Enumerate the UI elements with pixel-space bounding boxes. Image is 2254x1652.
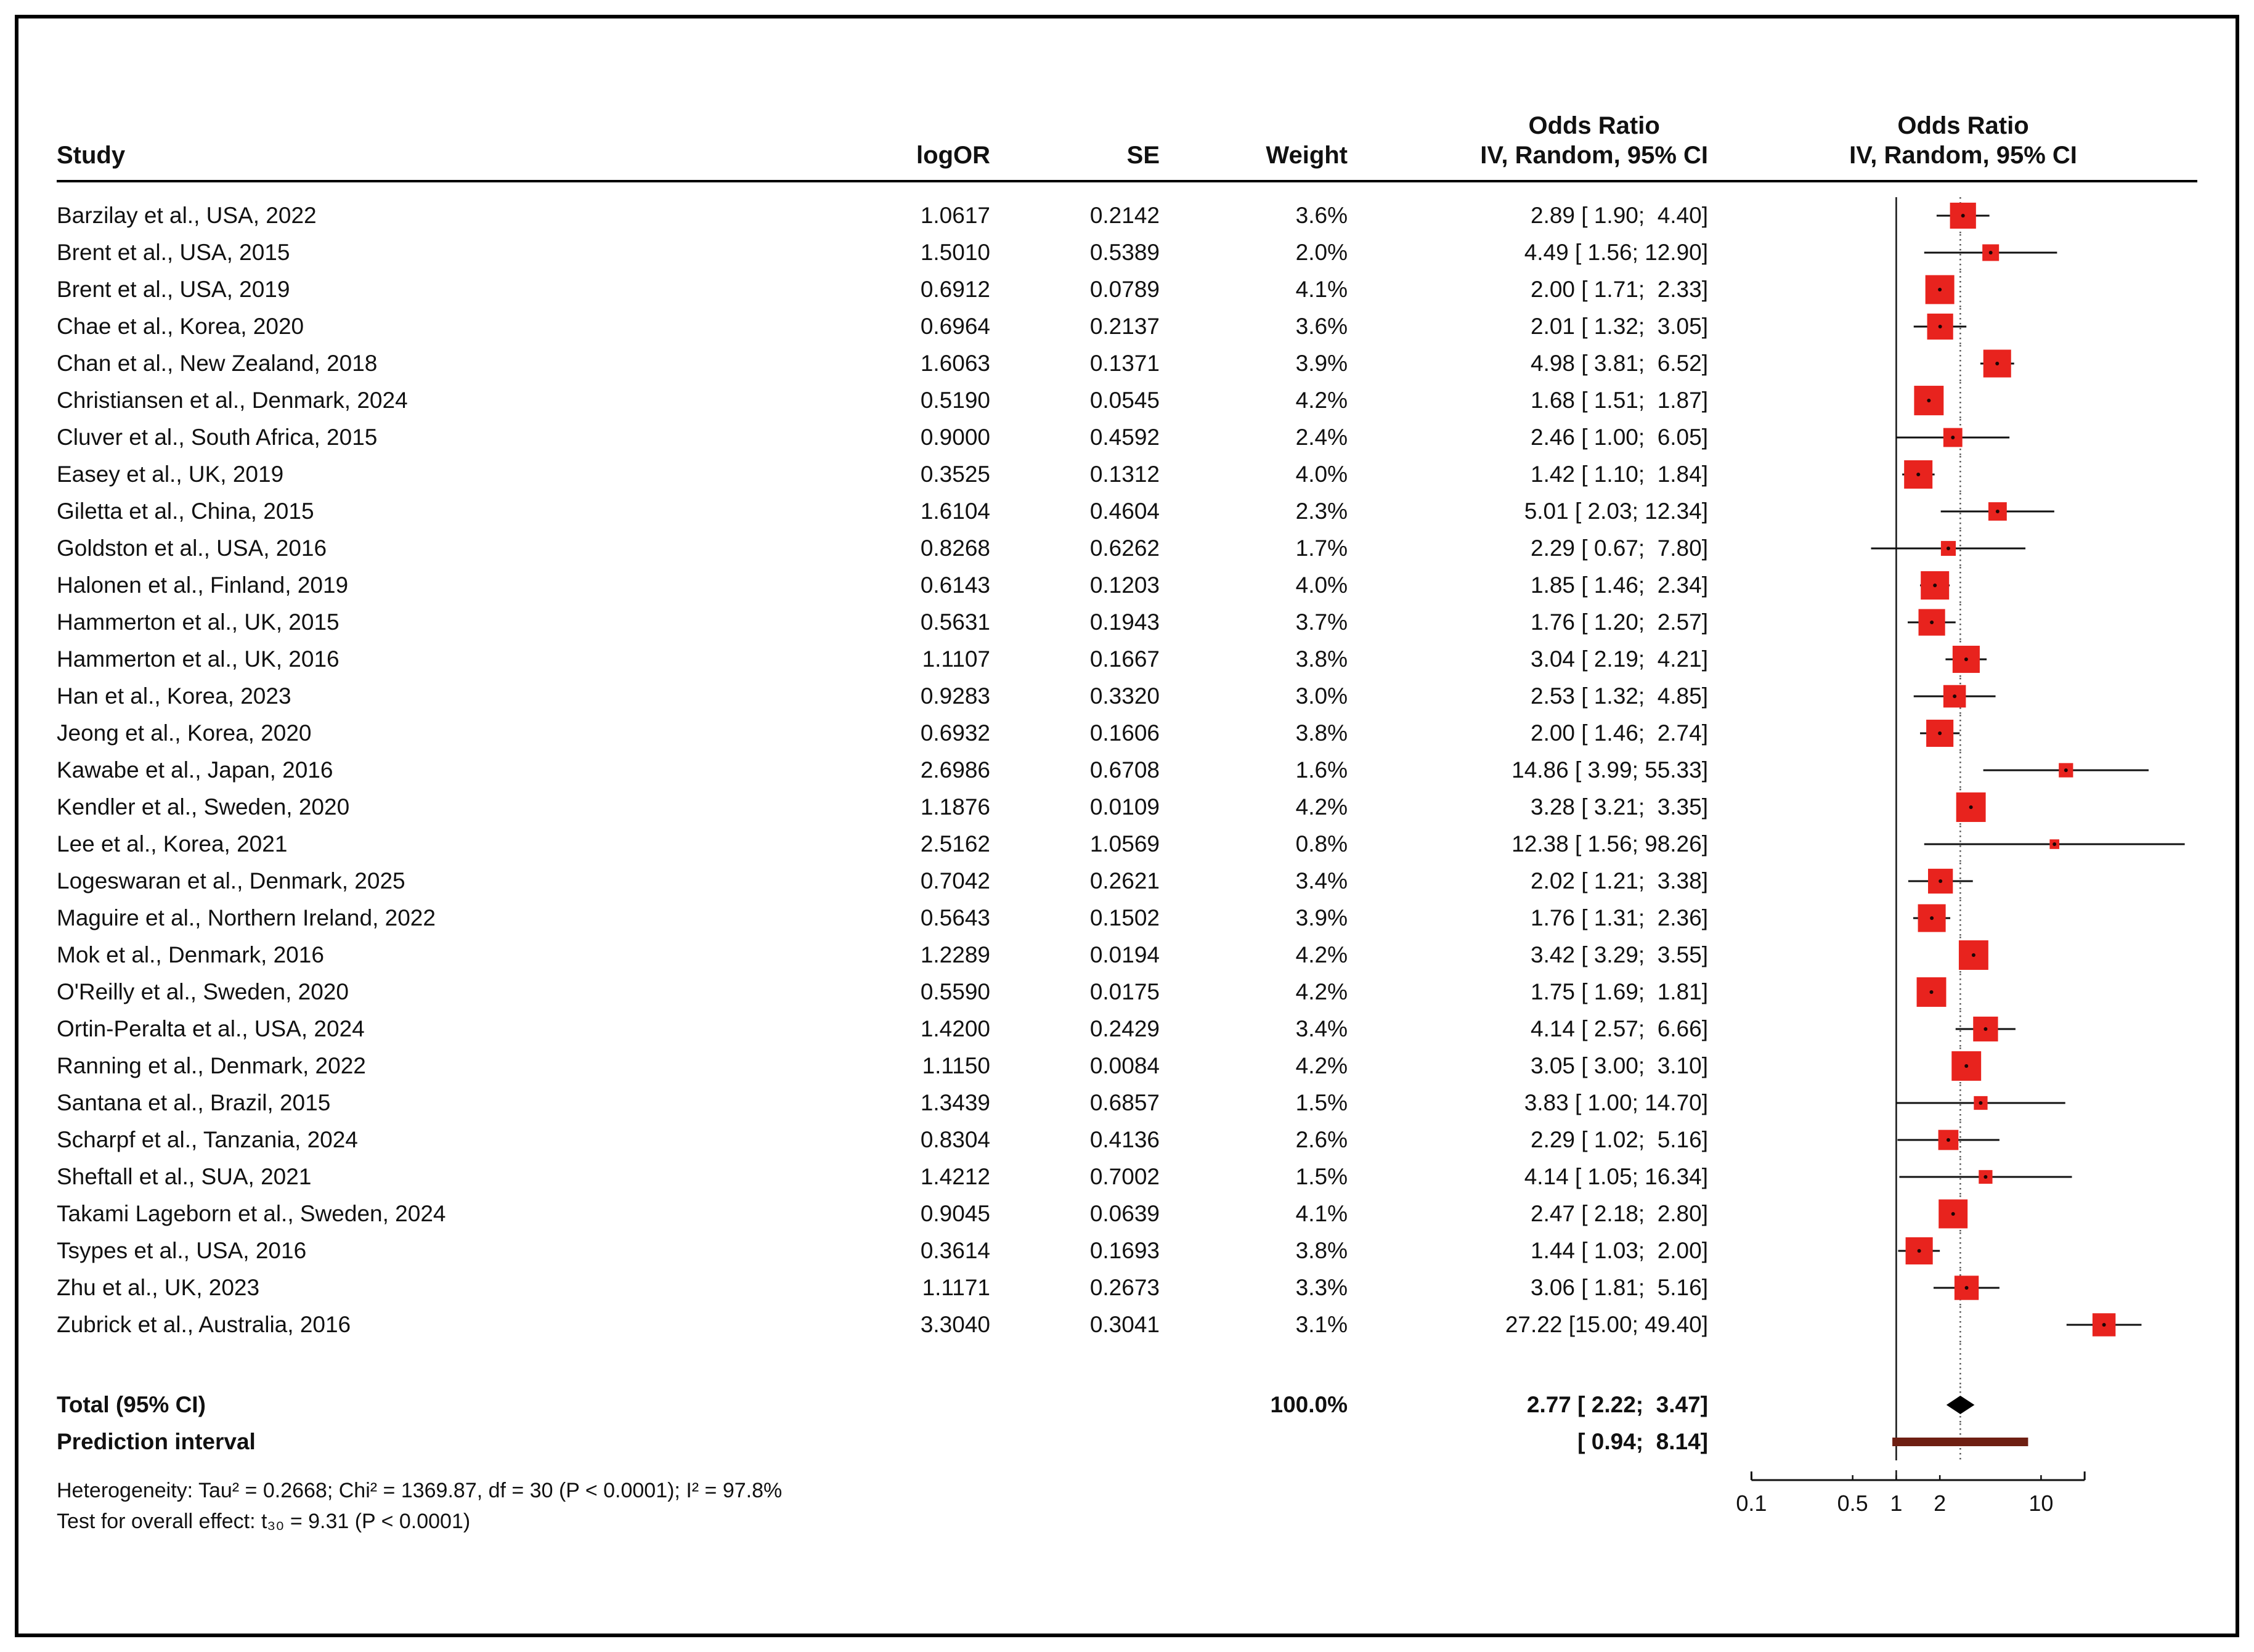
study-label: Sheftall et al., SUA, 2021 [57,1164,312,1189]
or-ci-value: 3.05 [ 3.00; 3.10] [1531,1053,1708,1078]
study-row [57,715,2197,752]
or-ci-value: 5.01 [ 2.03; 12.34] [1524,498,1708,524]
study-label: Logeswaran et al., Denmark, 2025 [57,868,405,893]
study-row [57,271,2197,308]
or-ci-value: 2.29 [ 0.67; 7.80] [1531,535,1708,561]
or-ci-value: 12.38 [ 1.56; 98.26] [1511,831,1708,857]
forest-plot-cell [1708,530,2197,567]
se-value: 0.5389 [1089,240,1160,265]
or-ci-value: 3.04 [ 2.19; 4.21] [1531,646,1708,672]
forest-plot-cell [1708,752,2197,789]
study-row [57,234,2197,271]
or-ci-value: 2.47 [ 2.18; 2.80] [1531,1201,1708,1226]
study-row [57,419,2197,456]
forest-plot-cell [1708,604,2197,641]
total-label: Total (95% CI) [57,1392,206,1417]
or-plot-header-line2: IV, Random, 95% CI [1849,142,2077,169]
prediction-row [57,1423,2197,1460]
table-header [57,111,2197,170]
logor-value: 0.3614 [920,1238,990,1263]
study-row [57,789,2197,826]
forest-plot-cell [1708,493,2197,530]
se-value: 0.6708 [1089,757,1160,783]
se-value: 0.2621 [1089,868,1160,893]
weight-value: 4.1% [1295,1201,1348,1226]
study-row [57,382,2197,419]
se-value: 0.0109 [1089,794,1160,820]
logor-value: 1.5010 [920,240,990,265]
svg-text:0.5: 0.5 [1837,1491,1868,1516]
col-header-logor: logOR [916,142,990,169]
forest-plot-cell [1708,1158,2197,1195]
study-label: Han et al., Korea, 2023 [57,683,291,709]
study-row [57,604,2197,641]
forest-plot-cell [1708,1269,2197,1306]
logor-value: 1.1150 [922,1053,990,1078]
weight-value: 4.2% [1295,1053,1348,1078]
study-row [57,1306,2197,1343]
study-label: Tsypes et al., USA, 2016 [57,1238,307,1263]
logor-value: 1.3439 [920,1090,990,1115]
study-label: Easey et al., UK, 2019 [57,462,284,487]
or-ci-value: 1.76 [ 1.31; 2.36] [1531,905,1708,930]
study-row [57,826,2197,863]
svg-text:10: 10 [2028,1491,2054,1516]
svg-text:2: 2 [1934,1491,1947,1516]
study-label: Chae et al., Korea, 2020 [57,314,304,339]
or-ci-value: 2.02 [ 1.21; 3.38] [1531,868,1708,893]
study-row [57,1048,2197,1084]
forest-plot-cell [1708,456,2197,493]
logor-value: 0.6143 [920,572,990,598]
weight-value: 3.8% [1295,720,1348,746]
forest-plot-cell [1708,789,2197,826]
study-label: Hammerton et al., UK, 2015 [57,609,340,635]
study-row [57,641,2197,678]
weight-value: 4.2% [1295,979,1348,1004]
logor-value: 1.0617 [920,203,990,228]
logor-value: 0.9283 [920,683,990,709]
logor-value: 3.3040 [920,1312,990,1337]
weight-value: 2.0% [1295,240,1348,265]
weight-value: 1.6% [1295,757,1348,783]
study-label: Brent et al., USA, 2015 [57,240,290,265]
study-row [57,567,2197,604]
or-ci-value: 3.42 [ 3.29; 3.55] [1531,942,1708,967]
logor-value: 1.4212 [920,1164,990,1189]
se-value: 0.6857 [1089,1090,1160,1115]
or-ci-value: 27.22 [15.00; 49.40] [1505,1312,1708,1337]
forest-plot-cell [1708,974,2197,1011]
logor-value: 0.6912 [920,277,990,302]
study-label: Christiansen et al., Denmark, 2024 [57,388,408,413]
prediction-plot-cell [1708,1423,2197,1460]
study-label: Barzilay et al., USA, 2022 [57,203,317,228]
logor-value: 0.9000 [920,425,990,450]
footer-stats [57,1470,1708,1550]
se-value: 0.1371 [1089,351,1160,376]
forest-plot-cell [1708,567,2197,604]
svg-text:1: 1 [1890,1491,1903,1516]
prediction-label: Prediction interval [57,1429,256,1454]
weight-value: 3.7% [1295,609,1348,635]
study-row [57,1011,2197,1048]
study-row [57,345,2197,382]
forest-plot-cell [1708,234,2197,271]
study-row [57,530,2197,567]
weight-value: 1.5% [1295,1164,1348,1189]
study-row [57,900,2197,937]
se-value: 0.3320 [1089,683,1160,709]
logor-value: 1.1171 [922,1275,990,1300]
se-value: 0.1502 [1089,905,1160,930]
study-row [57,974,2197,1011]
study-label: Jeong et al., Korea, 2020 [57,720,312,746]
study-label: Kendler et al., Sweden, 2020 [57,794,350,820]
logor-value: 1.4200 [920,1016,990,1041]
study-label: Chan et al., New Zealand, 2018 [57,351,378,376]
logor-value: 1.6063 [920,351,990,376]
weight-value: 4.1% [1295,277,1348,302]
or-ci-value: 1.42 [ 1.10; 1.84] [1531,462,1708,487]
logor-value: 0.7042 [920,868,990,893]
forest-plot-cell [1708,382,2197,419]
se-value: 0.1943 [1089,609,1160,635]
weight-value: 3.3% [1295,1275,1348,1300]
col-header-or-text [1348,111,1708,170]
or-ci-value: 3.83 [ 1.00; 14.70] [1524,1090,1708,1115]
weight-value: 3.8% [1295,646,1348,672]
se-value: 0.2429 [1089,1016,1160,1041]
study-row [57,937,2197,974]
study-row [57,678,2197,715]
or-ci-value: 2.53 [ 1.32; 4.85] [1531,683,1708,709]
or-ci-value: 2.01 [ 1.32; 3.05] [1531,314,1708,339]
study-label: Zubrick et al., Australia, 2016 [57,1312,351,1337]
study-label: Cluver et al., South Africa, 2015 [57,425,378,450]
study-row [57,197,2197,234]
forest-plot-cell [1708,197,2197,234]
logor-value: 1.6104 [920,498,990,524]
se-value: 0.4136 [1089,1127,1160,1152]
forest-plot-cell [1708,345,2197,382]
or-ci-value: 4.49 [ 1.56; 12.90] [1524,240,1708,265]
col-header-se: SE [1126,142,1160,169]
weight-value: 4.2% [1295,794,1348,820]
weight-value: 4.0% [1295,462,1348,487]
weight-value: 3.9% [1295,905,1348,930]
forest-plot-cell [1708,1011,2197,1048]
se-value: 0.0789 [1089,277,1160,302]
se-value: 0.1203 [1089,572,1160,598]
or-ci-value: 3.28 [ 3.21; 3.35] [1531,794,1708,820]
forest-plot-frame [15,15,2239,1637]
or-ci-value: 1.85 [ 1.46; 2.34] [1531,572,1708,598]
study-label: Lee et al., Korea, 2021 [57,831,288,857]
study-rows [57,197,2197,1343]
study-label: Giletta et al., China, 2015 [57,498,314,524]
or-ci-value: 1.68 [ 1.51; 1.87] [1531,388,1708,413]
weight-value: 1.5% [1295,1090,1348,1115]
logor-value: 0.5631 [920,609,990,635]
forest-plot-cell [1708,715,2197,752]
logor-value: 2.6986 [920,757,990,783]
or-ci-value: 4.98 [ 3.81; 6.52] [1531,351,1708,376]
forest-plot-cell [1708,863,2197,900]
study-label: Takami Lageborn et al., Sweden, 2024 [57,1201,446,1226]
se-value: 0.0084 [1089,1053,1160,1078]
or-ci-value: 2.29 [ 1.02; 5.16] [1531,1127,1708,1152]
study-label: Goldston et al., USA, 2016 [57,535,327,561]
forest-plot-cell [1708,1121,2197,1158]
or-ci-value: 3.06 [ 1.81; 5.16] [1531,1275,1708,1300]
weight-value: 3.9% [1295,351,1348,376]
se-value: 0.2137 [1089,314,1160,339]
col-header-study: Study [57,142,126,169]
logor-value: 0.5643 [920,905,990,930]
se-value: 0.0545 [1089,388,1160,413]
or-plot-header-line1: Odds Ratio [1897,112,2029,139]
study-row [57,1158,2197,1195]
study-label: Kawabe et al., Japan, 2016 [57,757,333,783]
prediction-or-ci: [ 0.94; 8.14] [1577,1429,1708,1454]
logor-value: 0.5190 [920,388,990,413]
or-ci-value: 2.89 [ 1.90; 4.40] [1531,203,1708,228]
or-ci-value: 14.86 [ 3.99; 55.33] [1511,757,1708,783]
total-or-ci: 2.77 [ 2.22; 3.47] [1526,1392,1708,1417]
svg-text:0.1: 0.1 [1736,1491,1767,1516]
col-header-weight: Weight [1266,142,1348,169]
logor-value: 0.3525 [920,462,990,487]
study-label: Halonen et al., Finland, 2019 [57,572,349,598]
weight-value: 3.1% [1295,1312,1348,1337]
or-ci-value: 1.76 [ 1.20; 2.57] [1531,609,1708,635]
study-label: Scharpf et al., Tanzania, 2024 [57,1127,358,1152]
or-ci-value: 4.14 [ 1.05; 16.34] [1524,1164,1708,1189]
logor-value: 2.5162 [920,831,990,857]
logor-value: 1.1107 [922,646,990,672]
weight-value: 2.3% [1295,498,1348,524]
overall-effect-text: Test for overall effect: t₃₀ = 9.31 (P < 0.0001) [57,1510,471,1533]
study-row [57,493,2197,530]
se-value: 0.4592 [1089,425,1160,450]
study-label: Maguire et al., Northern Ireland, 2022 [57,905,436,930]
forest-plot-cell [1708,641,2197,678]
se-value: 0.1693 [1089,1238,1160,1263]
study-row [57,308,2197,345]
study-row [57,752,2197,789]
study-row [57,456,2197,493]
se-value: 0.1312 [1089,462,1160,487]
study-row [57,1232,2197,1269]
study-label: Brent et al., USA, 2019 [57,277,290,302]
forest-plot-cell [1708,678,2197,715]
or-ci-value: 2.00 [ 1.71; 2.33] [1531,277,1708,302]
se-value: 0.2142 [1089,203,1160,228]
forest-plot-cell [1708,1306,2197,1343]
logor-value: 1.2289 [920,942,990,967]
study-label: Mok et al., Denmark, 2016 [57,942,324,967]
forest-plot-cell [1708,826,2197,863]
study-label: O'Reilly et al., Sweden, 2020 [57,979,349,1004]
forest-plot-cell [1708,1084,2197,1121]
forest-plot-cell [1708,1195,2197,1232]
weight-value: 4.0% [1295,572,1348,598]
study-row [57,863,2197,900]
study-row [57,1195,2197,1232]
weight-value: 3.8% [1295,1238,1348,1263]
logor-value: 0.6964 [920,314,990,339]
logor-value: 0.8268 [920,535,990,561]
or-ci-value: 2.46 [ 1.00; 6.05] [1531,425,1708,450]
se-value: 0.2673 [1089,1275,1160,1300]
forest-plot-cell [1708,308,2197,345]
weight-value: 0.8% [1295,831,1348,857]
se-value: 0.0194 [1089,942,1160,967]
weight-value: 3.4% [1295,868,1348,893]
study-label: Santana et al., Brazil, 2015 [57,1090,331,1115]
col-header-or-plot [1708,111,2197,170]
header-divider [57,180,2197,182]
total-plot-cell [1708,1386,2197,1423]
study-row [57,1084,2197,1121]
forest-plot-content [18,18,2236,1550]
se-value: 0.3041 [1089,1312,1160,1337]
weight-value: 2.6% [1295,1127,1348,1152]
heterogeneity-text: Heterogeneity: Tau² = 0.2668; Chi² = 1369.87, df = 30 (P < 0.0001); I² = 97.8% [57,1479,783,1502]
se-value: 0.1606 [1089,720,1160,746]
study-label: Zhu et al., UK, 2023 [57,1275,260,1300]
forest-plot-cell [1708,419,2197,456]
se-value: 0.0639 [1089,1201,1160,1226]
se-value: 0.0175 [1089,979,1160,1004]
logor-value: 0.9045 [920,1201,990,1226]
weight-value: 3.6% [1295,203,1348,228]
weight-value: 3.0% [1295,683,1348,709]
weight-value: 4.2% [1295,942,1348,967]
se-value: 0.7002 [1089,1164,1160,1189]
or-ci-value: 4.14 [ 2.57; 6.66] [1531,1016,1708,1041]
plot-spacer-cell [1708,1343,2197,1386]
se-value: 0.1667 [1089,646,1160,672]
study-row [57,1121,2197,1158]
se-value: 0.4604 [1089,498,1160,524]
weight-value: 1.7% [1295,535,1348,561]
se-value: 1.0569 [1089,831,1160,857]
total-weight: 100.0% [1270,1392,1348,1417]
forest-plot-cell [1708,1048,2197,1084]
forest-plot-cell [1708,900,2197,937]
logor-value: 0.5590 [920,979,990,1004]
study-label: Hammerton et al., UK, 2016 [57,646,340,672]
or-text-header-line2: IV, Random, 95% CI [1480,142,1708,169]
or-ci-value: 2.00 [ 1.46; 2.74] [1531,720,1708,746]
or-ci-value: 1.75 [ 1.69; 1.81] [1531,979,1708,1004]
axis-cell [1708,1470,2197,1550]
or-ci-value: 1.44 [ 1.03; 2.00] [1531,1238,1708,1263]
footer-row [57,1470,2197,1550]
forest-plot-cell [1708,1232,2197,1269]
logor-value: 1.1876 [920,794,990,820]
weight-value: 3.6% [1295,314,1348,339]
study-row [57,1269,2197,1306]
study-label: Ortin-Peralta et al., USA, 2024 [57,1016,365,1041]
weight-value: 2.4% [1295,425,1348,450]
rows-total-spacer [57,1343,2197,1386]
weight-value: 4.2% [1295,388,1348,413]
logor-value: 0.6932 [920,720,990,746]
or-text-header-line1: Odds Ratio [1528,112,1660,139]
logor-value: 0.8304 [920,1127,990,1152]
forest-plot-cell [1708,937,2197,974]
se-value: 0.6262 [1089,535,1160,561]
study-label: Ranning et al., Denmark, 2022 [57,1053,366,1078]
total-row [57,1386,2197,1423]
forest-plot-cell [1708,271,2197,308]
weight-value: 3.4% [1295,1016,1348,1041]
